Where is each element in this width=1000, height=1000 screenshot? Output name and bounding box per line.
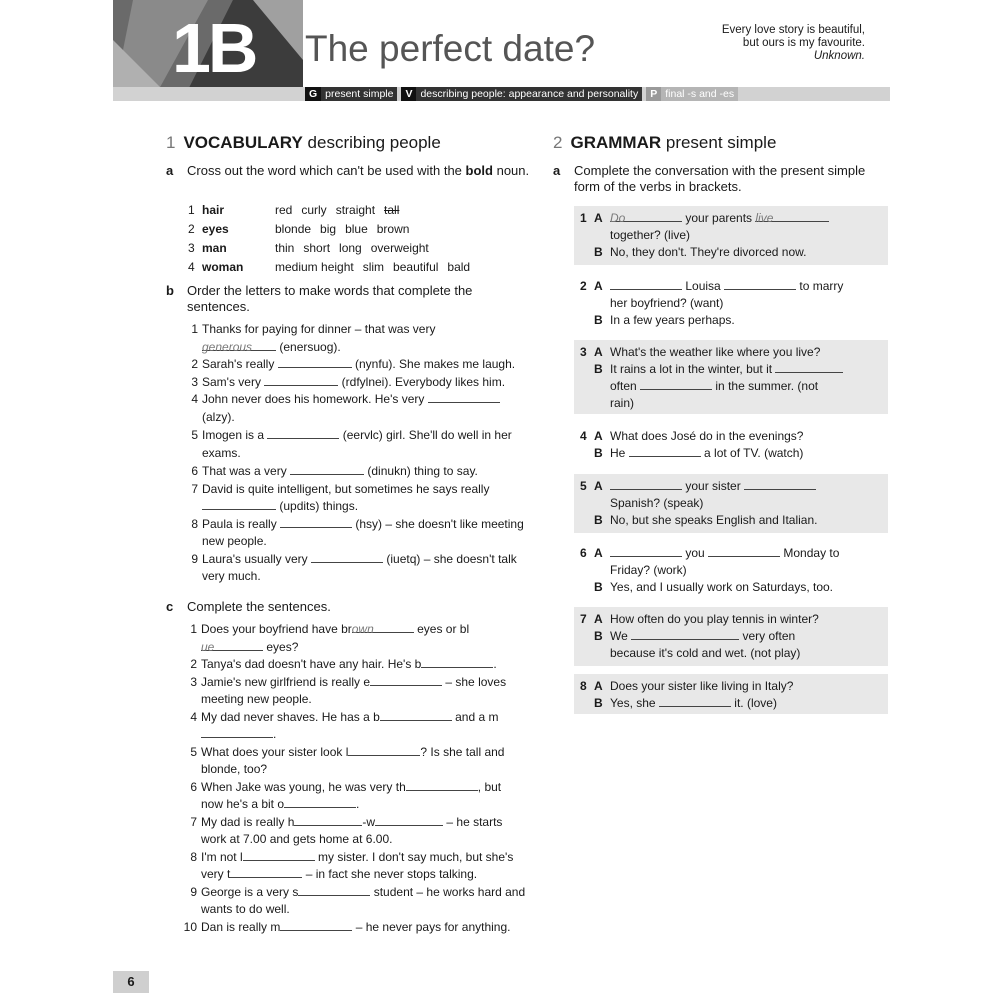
answer-blank[interactable] [370, 674, 442, 686]
vocab-a-row: 1 hair red curly straight tall [188, 203, 400, 217]
dialogue-5: 5 A your sister Spanish? (speak) B No, but she speaks English and Italian. [574, 474, 888, 533]
answer-blank[interactable]: Do [610, 210, 682, 222]
exercise-item: 9 George is a very s student – he works hard and wants to do well. [190, 884, 526, 916]
answer-blank[interactable] [201, 726, 273, 738]
tag-vocabulary: V describing people: appearance and personality [401, 87, 642, 101]
answer-blank[interactable] [348, 744, 420, 756]
answer-blank[interactable] [421, 656, 493, 668]
answer-blank[interactable] [775, 361, 843, 373]
exercise-item: 6 That was a very (dinukn) thing to say. [191, 464, 478, 478]
answer-blank[interactable] [375, 814, 443, 826]
dialogue-7: 7 A How often do you play tennis in winter? B We very often because it's cold and wet. (not play) [574, 607, 888, 666]
answer-blank[interactable] [428, 391, 500, 403]
dialogue-4: 4 A What does José do in the evenings? B He a lot of TV. (watch) [574, 424, 888, 466]
dialogue-1: 1 A Do your parents live together? (live) B No, they don't. They're divorced now. [574, 206, 888, 265]
answer-blank[interactable] [284, 796, 356, 808]
exercise-item: 8 Paula is really (hsy) – she doesn't like meeting new people. [191, 516, 524, 548]
dialogue-3: 3 A What's the weather like where you live? B It rains a lot in the winter, but it often in the summer. (not rain) [574, 340, 888, 414]
dialogue-2: 2 A Louisa to marry her boyfriend? (want) B In a few years perhaps. [574, 274, 888, 333]
answer-blank[interactable] [629, 445, 701, 457]
page-number: 6 [113, 971, 149, 993]
exercise-item: 4 My dad never shaves. He has a b and a m. [190, 709, 499, 741]
answer-blank[interactable] [406, 779, 478, 791]
unit-number: 1B [172, 9, 256, 87]
quote-author: Unknown. [813, 50, 865, 62]
exercise-item: 1 Thanks for paying for dinner – that was very generous (enersuog). [191, 322, 436, 354]
answer-blank[interactable]: ue [201, 639, 263, 651]
answer-blank[interactable] [640, 378, 712, 390]
exercise-item: 3 Sam's very (rdfylnei). Everybody likes him. [191, 374, 506, 389]
page-title: The perfect date? [305, 28, 596, 69]
answer-blank[interactable] [280, 919, 352, 931]
answer-blank[interactable] [708, 545, 780, 557]
answer-blank[interactable] [230, 866, 302, 878]
answer-blank[interactable]: own [352, 621, 414, 633]
exercise-item: 1 Does your boyfriend have brown eyes or blue eyes? [190, 622, 470, 654]
answer-blank[interactable] [610, 545, 682, 557]
answer-blank[interactable] [290, 463, 364, 475]
exercise-item: 5 What does your sister look l ? Is she tall and blonde, too? [190, 744, 505, 776]
answer-blank[interactable] [631, 628, 739, 640]
dialogue-8: 8 A Does your sister like living in Italy? B Yes, she it. (love) [574, 674, 888, 714]
answer-blank[interactable] [280, 516, 352, 528]
exercise-item: 7 David is quite intelligent, but sometimes he says really (updits) things. [191, 481, 490, 513]
vocab-a-table [188, 201, 479, 277]
answer-blank[interactable] [243, 849, 315, 861]
exercise-item: 7 My dad is really h -w – he starts work at 7.00 and gets home at 6.00. [190, 814, 503, 846]
vocab-c-items [180, 621, 526, 936]
vocab-a-row: 2 eyes blonde big blue brown [188, 222, 410, 236]
answer-blank[interactable] [724, 278, 796, 290]
exercise-item: 10 Dan is really m – he never pays for anything. [183, 919, 511, 934]
answer-blank[interactable] [278, 356, 352, 368]
vocabulary-section-title: 1 VOCABULARY describing people [166, 133, 441, 152]
dialogue-6: 6 A you Monday to Friday? (work) B Yes, and I usually work on Saturdays, too. [574, 541, 888, 600]
answer-blank[interactable]: generous [202, 339, 276, 351]
answer-blank[interactable] [744, 478, 816, 490]
grammar-section-title: 2 GRAMMAR present simple [553, 133, 777, 152]
answer-blank[interactable] [610, 478, 682, 490]
vocab-a-row: 4 woman medium height slim beautiful bald [188, 260, 471, 274]
quote-line-2: but ours is my favourite. [742, 37, 865, 49]
exercise-item: 6 When Jake was young, he was very th , but now he's a bit o . [190, 779, 502, 811]
exercise-item: 3 Jamie's new girlfriend is really e – she loves meeting new people. [190, 674, 507, 706]
answer-blank[interactable] [610, 278, 682, 290]
topic-tags [305, 87, 738, 101]
exercise-item: 2 Tanya's dad doesn't have any hair. He's b . [190, 657, 497, 671]
exercise-item: 9 Laura's usually very (iuetq) – she doesn't talk very much. [191, 551, 517, 583]
answer-blank[interactable] [298, 884, 370, 896]
vocab-a-row: 3 man thin short long overweight [188, 241, 429, 255]
answer-blank[interactable] [294, 814, 362, 826]
answer-blank[interactable] [202, 498, 276, 510]
tag-pronunciation: P final -s and -es [646, 87, 738, 101]
tag-grammar: G present simple [305, 87, 397, 101]
exercise-item: 2 Sarah's really (nynfu). She makes me laugh. [191, 357, 516, 371]
answer-blank[interactable]: live [755, 210, 829, 222]
answer-blank[interactable] [311, 551, 383, 563]
crossed-out-word: tall [384, 203, 400, 217]
quote [665, 24, 865, 63]
exercise-item: 4 John never does his homework. He's very (alzy). [187, 391, 527, 426]
quote-line-1: Every love story is beautiful, [721, 24, 865, 36]
answer-blank[interactable] [380, 709, 452, 721]
answer-blank[interactable] [267, 427, 339, 439]
exercise-item: 5 Imogen is a (eervlc) girl. She'll do well in her exams. [191, 428, 512, 460]
answer-blank[interactable] [264, 374, 338, 386]
vocab-b-items [187, 321, 527, 586]
answer-blank[interactable] [659, 695, 731, 707]
exercise-item: 8 I'm not l my sister. I don't say much, but she's very t – in fact she never stops talking. [190, 849, 514, 881]
